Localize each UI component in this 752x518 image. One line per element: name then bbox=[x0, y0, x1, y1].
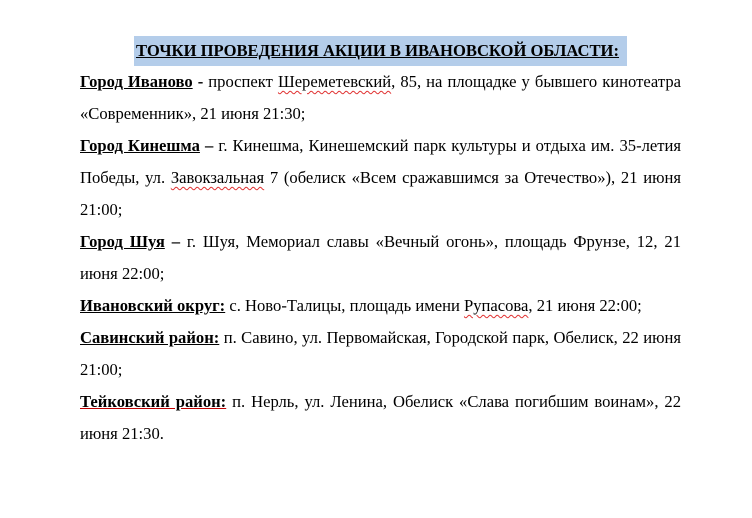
entry-text: г. Кинешма, Кинешемский парк культуры и отдыха им. 35-летия Победы, ул. bbox=[80, 136, 682, 187]
spellcheck-word: Завокзальная bbox=[170, 168, 265, 187]
entry-teykovo-district[interactable] bbox=[80, 386, 681, 450]
entry-label: Город Кинешма bbox=[80, 136, 200, 155]
entry-separator: – bbox=[199, 136, 219, 155]
entry-label: Савинский район: bbox=[80, 328, 220, 347]
entry-text: п. Нерль, ул. Ленина, Обелиск «Слава погибшим воинам», 22 июня 21:30. bbox=[80, 392, 681, 443]
entry-ivanovo[interactable] bbox=[80, 66, 681, 130]
entry-separator: – bbox=[164, 232, 187, 251]
entry-text-end: , 21 июня 22:00; bbox=[528, 296, 642, 315]
entry-label: Город Шуя bbox=[80, 232, 165, 251]
entry-label: Ивановский округ: bbox=[80, 296, 226, 315]
spellcheck-word: Рупасова bbox=[463, 296, 529, 315]
document-title[interactable]: ТОЧКИ ПРОВЕДЕНИЯ АКЦИИ В ИВАНОВСКОЙ ОБЛАСТИ: bbox=[134, 36, 627, 66]
entry-kineshma[interactable] bbox=[80, 130, 681, 226]
entry-separator: - bbox=[192, 72, 209, 91]
entry-text: проспект bbox=[208, 72, 278, 91]
title-row bbox=[80, 36, 681, 66]
entry-label: Город Иваново bbox=[80, 72, 193, 91]
entry-label: Тейковский район: bbox=[80, 392, 227, 411]
entry-text: п. Савино, ул. Первомайская, Городской парк, Обелиск, 22 июня 21:00; bbox=[80, 328, 682, 379]
entry-text: г. Шуя, Мемориал славы «Вечный огонь», площадь Фрунзе, 12, 21 июня 22:00; bbox=[80, 232, 681, 283]
entry-text: с. Ново-Талицы, площадь имени bbox=[229, 296, 464, 315]
entry-shuya[interactable] bbox=[80, 226, 681, 290]
document-page bbox=[80, 36, 681, 450]
entry-savino-district[interactable] bbox=[80, 322, 681, 386]
entry-text-end: 7 (обелиск «Всем сражавшимся за Отечество»), 21 июня 21:00; bbox=[80, 168, 681, 219]
spellcheck-word: Шереметевский bbox=[277, 72, 392, 91]
entry-ivanovo-district[interactable] bbox=[80, 290, 681, 322]
entry-text-end: , 85, на площадке у бывшего кинотеатра «Современник», 21 июня 21:30; bbox=[80, 72, 681, 123]
